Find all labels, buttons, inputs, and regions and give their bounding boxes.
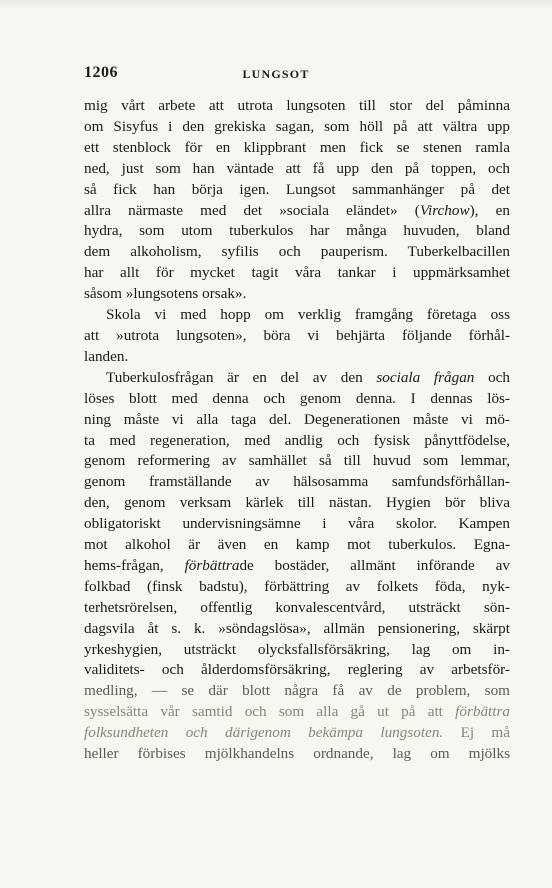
text-line: dem alkoholism, syfilis och pauperism. Tuberkelbacillen	[84, 243, 510, 261]
paragraph-3	[84, 368, 510, 765]
text-line: hydra, som utom tuberkulos har många huvuden, bland	[84, 222, 510, 240]
text-line: så fick han börja igen. Lungsot sammanhänger på det	[84, 180, 510, 198]
text-line: har allt för mycket tagit våra tankar i uppmärksamhet	[84, 264, 510, 282]
text-line: Tuberkulosfrågan är en del av den sociala frågan och	[106, 368, 510, 386]
text-line: medling, — se där blott några få av de problem, som	[84, 682, 510, 700]
text-line: heller förbises mjölkhandelns ordnande, lag om mjölks	[84, 745, 510, 763]
text-line: att »utrota lungsoten», böra vi behjärta följande förhål-	[84, 326, 510, 344]
paragraph-2	[84, 305, 510, 368]
text-line: allra närmaste med det »sociala eländet» (Virchow), en	[84, 201, 510, 219]
text-line: ett stenblock för en klippbrant men fick se stenen ramla	[84, 138, 510, 156]
text-line: hems-frågan, förbättrade bostäder, allmänt införande av	[84, 556, 510, 574]
text-line: landen.	[84, 347, 129, 365]
text-line: folkbad (finsk badstu), förbättring av folkets föda, nyk-	[84, 577, 510, 595]
text-line: obligatoriskt undervisningsämne i våra skolor. Kampen	[84, 515, 510, 533]
text-line: ta med regeneration, med andlig och fysisk pånyttfödelse,	[84, 431, 510, 449]
text-line: terhetsrörelsen, offentlig konvalescentvård, utsträckt sön-	[84, 598, 510, 616]
text-line: ning måste vi alla taga del. Degenerationen måste vi mö-	[84, 410, 510, 428]
text-line: ned, just som han väntade att få upp den på toppen, och	[84, 159, 510, 177]
text-line: folksundheten och därigenom bekämpa lungsoten. Ej må	[84, 724, 510, 742]
text-line: om Sisyfus i den grekiska sagan, som höll på att vältra upp	[84, 117, 510, 135]
running-head: LUNGSOT	[242, 67, 310, 81]
text-line: genom framställande av hälsosamma samfundsförhållan-	[84, 473, 510, 491]
text-line: validitets- och ålderdomsförsäkring, reglering av arbetsför-	[84, 661, 510, 679]
text-line: genom reformering av samhället så till huvud som lemmar,	[84, 452, 510, 470]
text-line: dagsvila åt s. k. »söndagslösa», allmän pensionering, skärpt	[84, 619, 510, 637]
text-line: den, genom verksam kärlek till nästan. Hygien bör bliva	[84, 494, 510, 512]
text-line: såsom »lungsotens orsak».	[84, 285, 247, 303]
page-number: 1206	[84, 64, 118, 81]
page-top-edge	[0, 0, 552, 10]
text-line: yrkeshygien, utsträckt olycksfallsförsäkring, lag om in-	[84, 640, 510, 658]
body-text	[84, 96, 510, 765]
text-line: mig vårt arbete att utrota lungsoten till stor del påminna	[84, 97, 510, 114]
text-line: löses blott med denna och genom denna. I dennas lös-	[84, 389, 510, 407]
paragraph-1	[84, 96, 510, 305]
text-line: sysselsätta vår samtid och som alla gå ut på att förbättra	[84, 703, 510, 721]
text-line: Skola vi med hopp om verklig framgång företaga oss	[106, 306, 510, 324]
text-line: mot alkohol är även en kamp mot tuberkulos. Egna-	[84, 536, 510, 554]
